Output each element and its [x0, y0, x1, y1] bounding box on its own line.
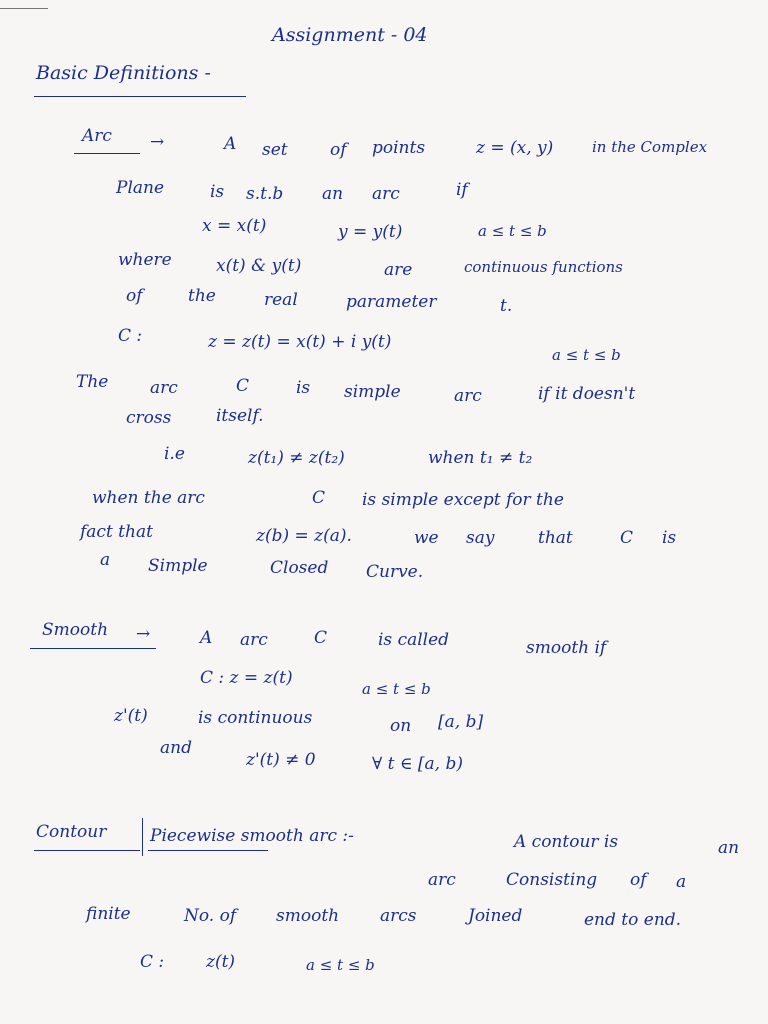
arc-line11-a: fact that [80, 522, 153, 542]
smooth-line3-c: on [390, 716, 412, 736]
contour-line3-d: arcs [380, 906, 417, 926]
arc-line7-c: C [236, 376, 250, 396]
smooth-arrow: → [136, 624, 151, 644]
arc-line12-d: Curve. [366, 562, 424, 582]
arc-line8-b: itself. [216, 406, 264, 426]
arc-line3-b: y = y(t) [338, 222, 403, 242]
page-title: Assignment - 04 [272, 24, 428, 46]
arc-line12-b: Simple [148, 556, 208, 576]
arc-line8-a: cross [126, 408, 172, 428]
arc-line4-d: continuous functions [464, 258, 623, 276]
arc-line2-d: an [322, 184, 344, 204]
contour-line2-d: a [676, 872, 687, 892]
page-edge-mark [0, 8, 48, 9]
arc-line4-b: x(t) & y(t) [216, 256, 302, 276]
arc-line6-a: C : [118, 326, 143, 346]
smooth-label-underline [30, 648, 156, 649]
arc-line4-a: where [118, 250, 172, 270]
arc-line1-e: z = (x, y) [476, 138, 554, 158]
contour-line2-a: arc [428, 870, 456, 890]
contour-line3-b: No. of [184, 906, 237, 926]
section-heading-underline [34, 96, 246, 97]
contour-line4-a: C : [140, 952, 165, 972]
arc-line11-c: we [414, 528, 439, 548]
arc-line1-d: points [372, 138, 426, 158]
contour-line2-b: Consisting [506, 870, 598, 890]
smooth-label: Smooth [42, 620, 109, 640]
arc-line5-e: t. [500, 296, 513, 316]
arc-line1-b: set [262, 140, 288, 160]
smooth-line3-b: is continuous [198, 708, 313, 728]
arc-line9-b: z(t₁) ≠ z(t₂) [248, 448, 345, 468]
section-heading: Basic Definitions - [36, 62, 211, 84]
contour-divider [142, 818, 143, 856]
arc-line4-c: are [384, 260, 413, 280]
smooth-line4-a: and [160, 738, 192, 758]
contour-line3-f: end to end. [584, 910, 682, 930]
arc-line2-a: Plane [116, 178, 165, 198]
arc-line7-a: The [76, 372, 109, 392]
contour-line3-c: smooth [276, 906, 340, 926]
smooth-line1-e: smooth if [526, 638, 607, 658]
arc-line2-f: if [456, 180, 468, 200]
smooth-line1-d: is called [378, 630, 450, 650]
arc-line2-b: is [210, 182, 225, 202]
contour-line3-a: finite [86, 904, 131, 924]
smooth-line2-b: a ≤ t ≤ b [362, 680, 431, 698]
arc-label-underline [74, 153, 140, 154]
arc-line3-a: x = x(t) [202, 216, 267, 236]
smooth-line3-d: [a, b] [438, 712, 484, 732]
contour-line3-e: Joined [468, 906, 523, 926]
arc-line9-c: when t₁ ≠ t₂ [428, 448, 533, 468]
smooth-line1-c: C [314, 628, 328, 648]
arc-line7-d: is [296, 378, 311, 398]
arc-line5-d: parameter [346, 292, 437, 312]
smooth-line4-b: z'(t) ≠ 0 [246, 750, 316, 770]
smooth-line1-a: A [200, 628, 213, 648]
smooth-line4-c: ∀ t ∈ [a, b) [372, 754, 463, 774]
arc-line6-c: a ≤ t ≤ b [552, 346, 621, 364]
arc-line12-c: Closed [270, 558, 329, 578]
arc-line5-a: of [126, 286, 143, 306]
arc-line5-c: real [264, 290, 298, 310]
arc-arrow: → [150, 132, 165, 152]
contour-label-underline [34, 850, 140, 851]
arc-line3-c: a ≤ t ≤ b [478, 222, 547, 240]
arc-line7-e: simple [344, 382, 401, 402]
arc-line2-e: arc [372, 184, 400, 204]
contour-line1-b: an [718, 838, 740, 858]
arc-line11-b: z(b) = z(a). [256, 526, 352, 546]
arc-line1-a: A [224, 134, 237, 154]
arc-line1-c: of [330, 140, 347, 160]
arc-label: Arc [82, 126, 112, 146]
contour-line4-c: a ≤ t ≤ b [306, 956, 375, 974]
arc-line11-g: is [662, 528, 677, 548]
arc-line10-b: C [312, 488, 326, 508]
arc-line11-e: that [538, 528, 573, 548]
arc-line7-b: arc [150, 378, 178, 398]
arc-line2-c: s.t.b [246, 184, 284, 204]
smooth-line2-a: C : z = z(t) [200, 668, 293, 688]
arc-line10-a: when the arc [92, 488, 205, 508]
contour-line4-b: z(t) [206, 952, 236, 972]
arc-line1-f: in the Complex [592, 138, 708, 156]
contour-line2-c: of [630, 870, 647, 890]
smooth-line1-b: arc [240, 630, 268, 650]
arc-line5-b: the [188, 286, 216, 306]
arc-line9-a: i.e [164, 444, 185, 464]
contour-line1-a: A contour is [514, 832, 619, 852]
contour-label: Contour [36, 822, 107, 842]
arc-line12-a: a [100, 550, 111, 570]
contour-label-2: Piecewise smooth arc :- [150, 826, 354, 846]
arc-line11-d: say [466, 528, 495, 548]
contour-label-2-underline [148, 850, 268, 851]
smooth-line3-a: z'(t) [114, 706, 148, 726]
arc-line11-f: C [620, 528, 634, 548]
arc-line6-b: z = z(t) = x(t) + i y(t) [208, 332, 392, 352]
arc-line10-c: is simple except for the [362, 490, 564, 510]
arc-line7-f: arc [454, 386, 482, 406]
arc-line7-g: if it doesn't [538, 384, 636, 404]
